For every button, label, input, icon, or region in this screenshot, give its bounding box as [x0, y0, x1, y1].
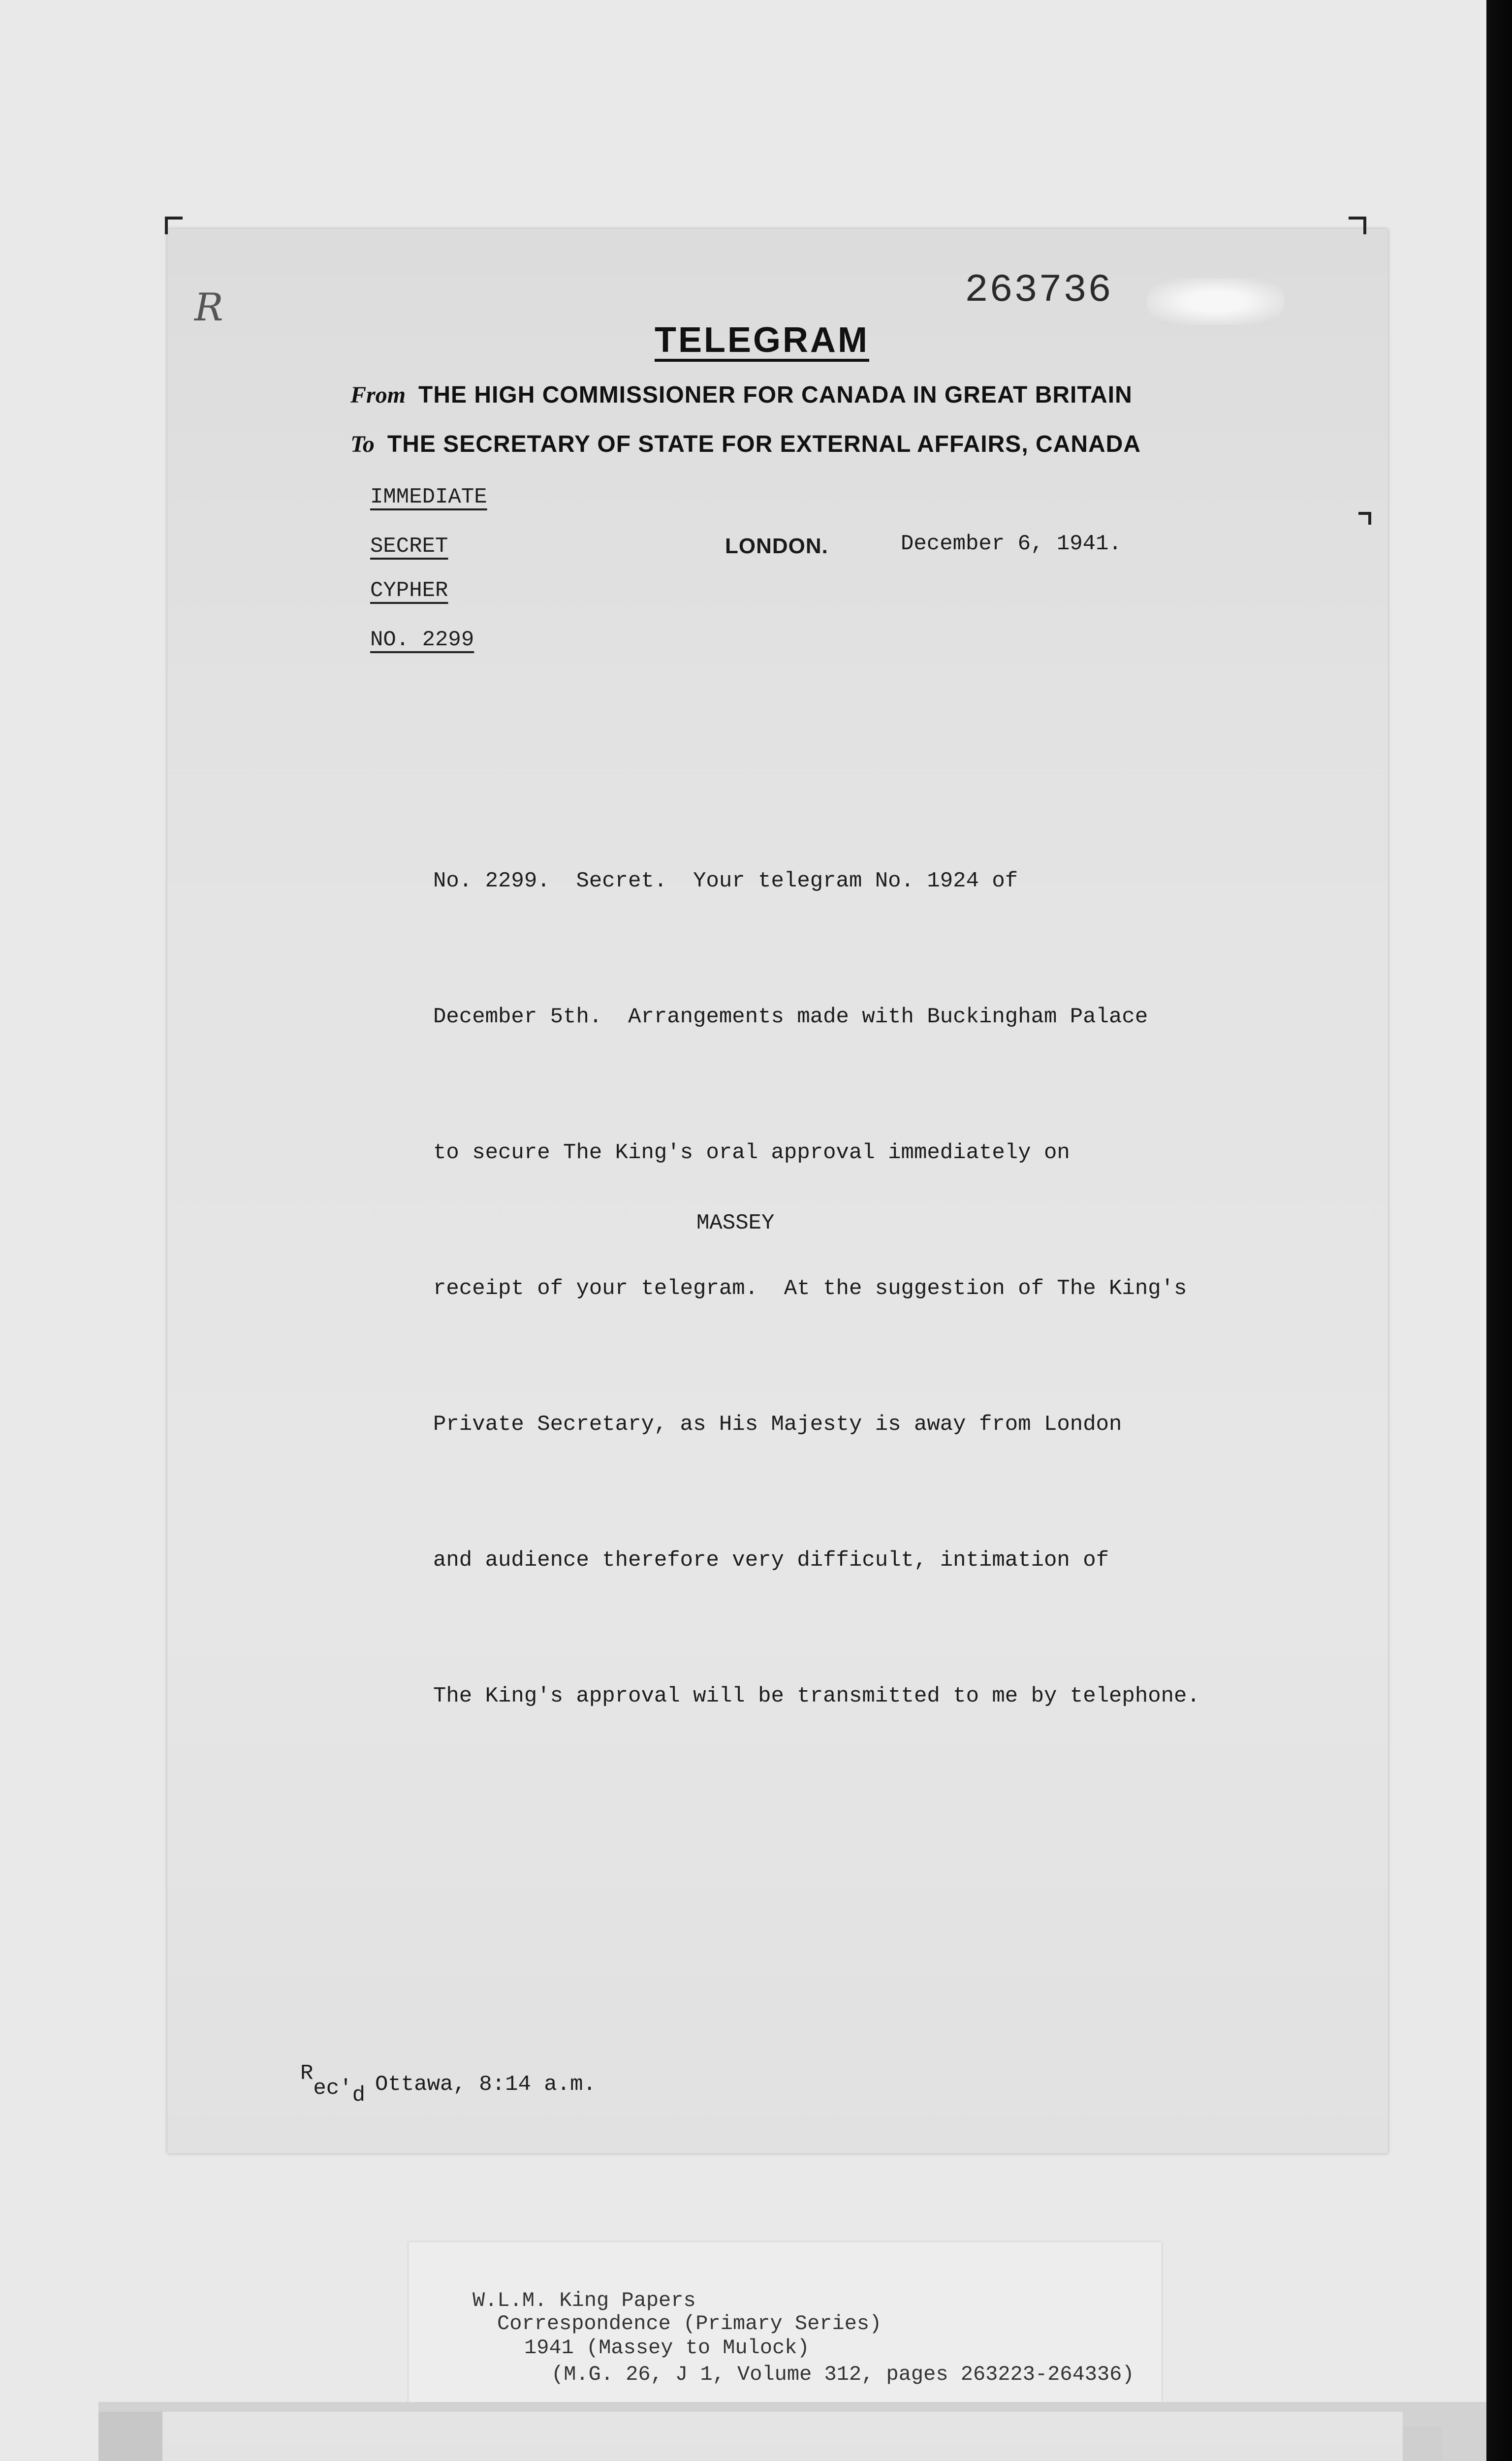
- banner-side-left: [98, 2412, 162, 2461]
- body-line-2: December 5th. Arrangements made with Buckingham Palace: [433, 1005, 1148, 1029]
- to-line: [350, 431, 1141, 459]
- signature: MASSEY: [696, 1211, 775, 1235]
- body-line-1: No. 2299. Secret. Your telegram No. 1924 of: [433, 869, 1018, 893]
- crop-mark-right: [1358, 512, 1371, 525]
- message-body: [433, 768, 1349, 1764]
- place: LONDON.: [725, 534, 828, 558]
- to-value: THE SECRETARY OF STATE FOR EXTERNAL AFFAIRS, CANADA: [387, 431, 1141, 457]
- handwritten-mark: R: [194, 285, 223, 330]
- body-line-3: to secure The King's oral approval immediately on: [433, 1140, 1070, 1165]
- tape-residue: [1147, 278, 1285, 325]
- to-label: To: [350, 431, 375, 457]
- document-number: 263736: [965, 268, 1113, 313]
- body-line-6: and audience therefore very difficult, intimation of: [433, 1548, 1109, 1573]
- received-text: Ottawa, 8:14 a.m.: [375, 2072, 596, 2097]
- archives-banner: [162, 2412, 1403, 2461]
- received-stamp: [300, 2061, 596, 2108]
- from-line: [350, 381, 1133, 410]
- date: December 6, 1941.: [901, 532, 1122, 556]
- body-line-5: Private Secretary, as His Majesty is away from London: [433, 1412, 1122, 1437]
- classification-marking: SECRET: [370, 534, 448, 559]
- crop-mark-top-right: [1349, 217, 1366, 234]
- mode-marking: CYPHER: [370, 578, 448, 603]
- crop-mark-top-left: [165, 217, 183, 234]
- body-line-4: receipt of your telegram. At the suggestion of The King's: [433, 1276, 1187, 1301]
- received-ec: ec': [313, 2076, 352, 2101]
- from-value: THE HIGH COMMISSIONER FOR CANADA IN GREAT BRITAIN: [418, 382, 1133, 408]
- body-line-7: The King's approval will be transmitted to me by telephone.: [433, 1684, 1200, 1708]
- number-marking: NO. 2299: [370, 628, 474, 652]
- telegram-title: TELEGRAM: [655, 320, 869, 360]
- slip-line-2: Correspondence (Primary Series): [497, 2312, 882, 2335]
- priority-marking: IMMEDIATE: [370, 485, 487, 509]
- slip-line-1: W.L.M. King Papers: [472, 2289, 696, 2312]
- from-label: From: [350, 382, 406, 408]
- slip-line-3: 1941 (Massey to Mulock): [524, 2336, 810, 2360]
- received-r: R: [300, 2061, 314, 2086]
- slip-line-4: (M.G. 26, J 1, Volume 312, pages 263223-264336): [551, 2363, 1134, 2386]
- received-d: d: [352, 2083, 366, 2108]
